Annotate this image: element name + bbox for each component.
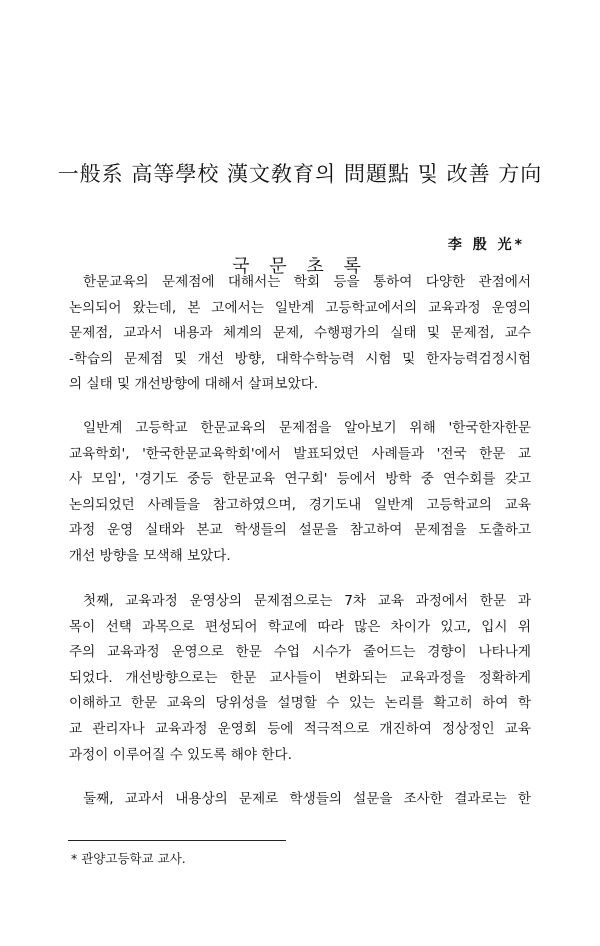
footnote: * 관양고등학교 교사.	[71, 851, 186, 866]
text-line: 의 실태 및 개선방향에 대해서 살펴보았다.	[69, 376, 319, 393]
footnote-divider	[68, 840, 286, 841]
abstract-paragraph-3	[69, 589, 531, 768]
abstract-heading: 국 문 초 록	[232, 256, 368, 277]
text-line: 과정이 이루어질 수 있도록 해야 한다.	[69, 746, 292, 763]
text-line: 되었다. 개선방향으로는 한문 교사들이 변화되는 교육과정을 정확하게	[69, 669, 531, 686]
text-line: 일반계 고등학교 한문교육의 문제점을 알아보기 위해 '한국한자한문	[83, 420, 531, 436]
text-line: 과정 운영 실태와 본교 학생들의 설문을 참고하여 문제점을 도출하고	[69, 522, 531, 539]
text-line: 사 모임', '경기도 중등 한문교육 연구회' 등에서 방학 중 연수회를 갖고	[69, 471, 531, 488]
abstract-paragraph-2	[69, 416, 531, 570]
abstract-paragraph-1	[69, 270, 531, 398]
text-line: 논의되었던 사례들을 참고하였으며, 경기도내 일반계 고등학교의 교육	[69, 496, 531, 513]
text-line: 문제점, 교과서 내용과 체계의 문제, 수행평가의 실태 및 문제점, 교수	[69, 325, 531, 342]
text-line: 목이 선택 과목으로 편성되어 학교에 따라 많은 차이가 있고, 입시 위	[69, 618, 531, 635]
author-name: 李 殷 光*	[447, 237, 525, 253]
text-line: 둘째, 교과서 내용상의 문제로 학생들의 설문을 조사한 결과로는 한	[83, 791, 531, 807]
text-line: 주의 교육과정 운영으로 한문 수업 시수가 줄어드는 경향이 나타나게	[69, 644, 531, 661]
text-line: 논의되어 왔는데, 본 고에서는 일반계 고등학교에서의 교육과정 운영의	[69, 299, 531, 316]
text-line: 교육학회', '한국한문교육학회'에서 발표되었던 사례들과 '전국 한문 교	[69, 445, 531, 462]
text-line: 이해하고 한문 교육의 당위성을 설명할 수 있는 논리를 확고히 하여 학	[69, 695, 531, 712]
abstract-paragraph-4	[69, 787, 531, 813]
text-line: 첫째, 교육과정 운영상의 문제점으로는 7차 교육 과정에서 한문 과	[83, 593, 531, 609]
text-line: 개선 방향을 모색해 보았다.	[69, 547, 231, 564]
text-line: 교 관리자나 교육과정 운영회 등에 적극적으로 개진하여 정상정인 교육	[69, 720, 531, 737]
text-line: 한문교육의 문제점에 대해서는 학회 등을 통하여 다양한 관점에서	[83, 274, 531, 290]
paper-title: 一般系 高等學校 漢文敎育의 問題點 및 改善 方向	[57, 162, 543, 186]
text-line: -학습의 문제점 및 개선 방향, 대학수학능력 시험 및 한자능력검정시험	[69, 350, 531, 367]
